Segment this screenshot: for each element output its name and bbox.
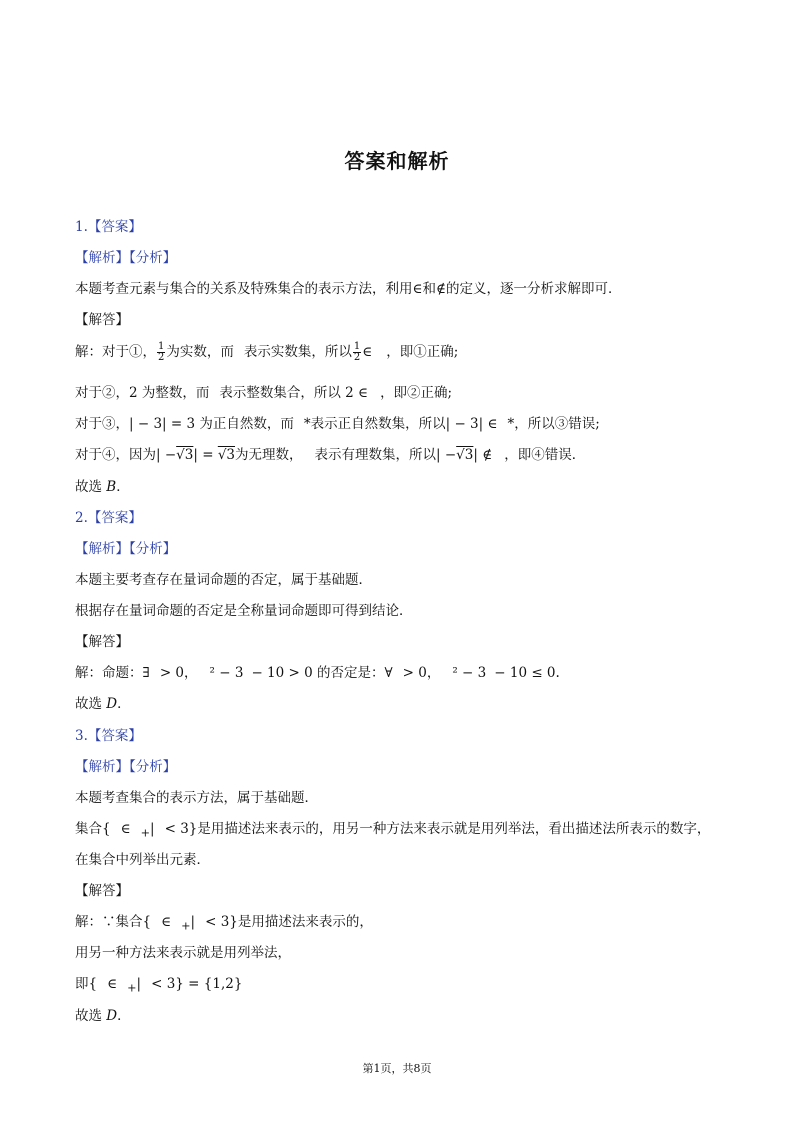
choice-letter: D: [106, 1008, 118, 1024]
text-segment: |: [190, 914, 196, 930]
text-segment: 为无理数，: [235, 447, 303, 463]
fraction: [157, 342, 165, 363]
text-segment: 解：对于①，: [75, 344, 156, 360]
q1-analysis-header: 【解析】【分析】: [75, 250, 177, 266]
sqrt-expression: √3: [176, 447, 194, 463]
text-segment: ∈: [362, 344, 373, 360]
text-segment: ∈: [161, 914, 172, 930]
q2-answer-header: 2.【答案】: [75, 510, 142, 526]
text-segment: 即{: [75, 976, 98, 992]
text-segment: ，即④错误．: [504, 447, 586, 463]
q1-solution-line-2: [75, 384, 452, 406]
q3-solution-header: 【解答】: [75, 883, 129, 899]
text-segment: > 0，: [159, 665, 198, 681]
choice-letter: B: [106, 479, 117, 495]
fraction-denominator: 2: [158, 352, 165, 363]
text-segment: ² − 3: [452, 665, 487, 681]
text-segment: ．: [117, 1008, 131, 1024]
q3-analysis-header: 【解析】【分析】: [75, 759, 177, 775]
text-segment: 表示实数集，所以: [243, 344, 352, 360]
q1-analysis-text: 本题考查元素与集合的关系及特殊集合的表示方法，利用∈和∉的定义，逐一分析求解即可．: [75, 281, 622, 297]
subscript: +: [181, 919, 191, 933]
text-segment: 表示整数集合，所以 2 ∈: [219, 385, 369, 401]
q1-choice: [75, 478, 130, 500]
text-segment: < 3}是用描述法来表示的，用另一种方法来表示就是用列举法，看出描述法所表示的数字，: [164, 821, 711, 837]
q1-solution-line-4: [75, 446, 585, 468]
text-segment: ，即①正确;: [386, 344, 459, 360]
sqrt-expression: √3: [217, 447, 236, 463]
fraction: [353, 342, 361, 363]
text-segment: ，即②正确;: [380, 385, 453, 401]
q2-analysis-text-2: 根据存在量词命题的否定是全称量词命题即可得到结论．: [75, 603, 413, 619]
q3-analysis-text-1: 本题考查集合的表示方法，属于基础题．: [75, 790, 318, 806]
text-segment: 表示有理数集，所以| −: [314, 447, 457, 463]
q2-analysis-text-1: 本题主要考查存在量词命题的否定，属于基础题．: [75, 572, 372, 588]
text-segment: > 0，: [402, 665, 441, 681]
q1-solution-line-1: [75, 342, 458, 364]
text-segment: 对于②，2 为整数，而: [75, 385, 210, 401]
text-segment: | =: [193, 447, 214, 463]
q1-answer-header: 1.【答案】: [75, 219, 142, 235]
text-segment: 对于④，因为| −: [75, 447, 177, 463]
q3-answer-header: 3.【答案】: [75, 728, 142, 744]
choice-letter: D: [106, 696, 118, 712]
text-segment: |: [150, 821, 155, 837]
text-segment: *，所以③错误;: [507, 416, 600, 432]
page-title: 答案和解析: [344, 149, 450, 173]
text-segment: < 3} = {1,2}: [151, 976, 243, 992]
sqrt-expression: √3: [456, 447, 474, 463]
text-segment: − 10 > 0 的否定是：∀: [251, 665, 393, 681]
subscript: +: [140, 826, 151, 840]
q2-solution-header: 【解答】: [75, 634, 129, 650]
text-segment: 故选: [75, 1008, 107, 1024]
q2-solution-line: [75, 664, 560, 686]
text-segment: 解：命题：∃: [75, 665, 150, 681]
text-segment: 解：∵集合{: [75, 914, 152, 930]
text-segment: − 10 ≤ 0.: [494, 665, 560, 681]
text-segment: | ∉: [473, 447, 493, 463]
text-segment: 故选: [75, 479, 107, 495]
q3-analysis-text-3: 在集合中列举出元素．: [75, 852, 210, 868]
text-segment: ∈: [107, 976, 118, 992]
fraction-numerator: 1: [158, 341, 165, 352]
text-segment: *表示正自然数集，所以| − 3| ∈: [303, 416, 498, 432]
q3-solution-line-3: [75, 975, 242, 997]
q3-solution-line-1: [75, 913, 373, 935]
text-segment: ² − 3: [209, 665, 244, 681]
text-segment: ．: [116, 479, 130, 495]
fraction-numerator: 1: [353, 341, 361, 352]
q2-analysis-header: 【解析】【分析】: [75, 541, 177, 557]
text-segment: ．: [117, 696, 131, 712]
text-segment: 故选: [75, 696, 107, 712]
text-segment: ∈: [120, 821, 131, 837]
q2-choice: [75, 695, 131, 717]
q3-analysis-text-2: [75, 820, 710, 842]
text-segment: 集合{: [75, 821, 111, 837]
q3-choice: [75, 1007, 131, 1029]
subscript: +: [127, 981, 137, 995]
q3-solution-line-2: 用另一种方法来表示就是用列举法，: [75, 945, 291, 961]
text-segment: 为实数，而: [166, 344, 234, 360]
text-segment: |: [136, 976, 142, 992]
text-segment: < 3}是用描述法来表示的，: [205, 914, 373, 930]
fraction-denominator: 2: [353, 352, 361, 363]
text-segment: 对于③，| − 3| = 3 为正自然数，而: [75, 416, 294, 432]
q1-solution-header: 【解答】: [75, 312, 129, 328]
page-footer: 第1页，共8页: [362, 1062, 432, 1075]
q1-solution-line-3: [75, 415, 600, 437]
